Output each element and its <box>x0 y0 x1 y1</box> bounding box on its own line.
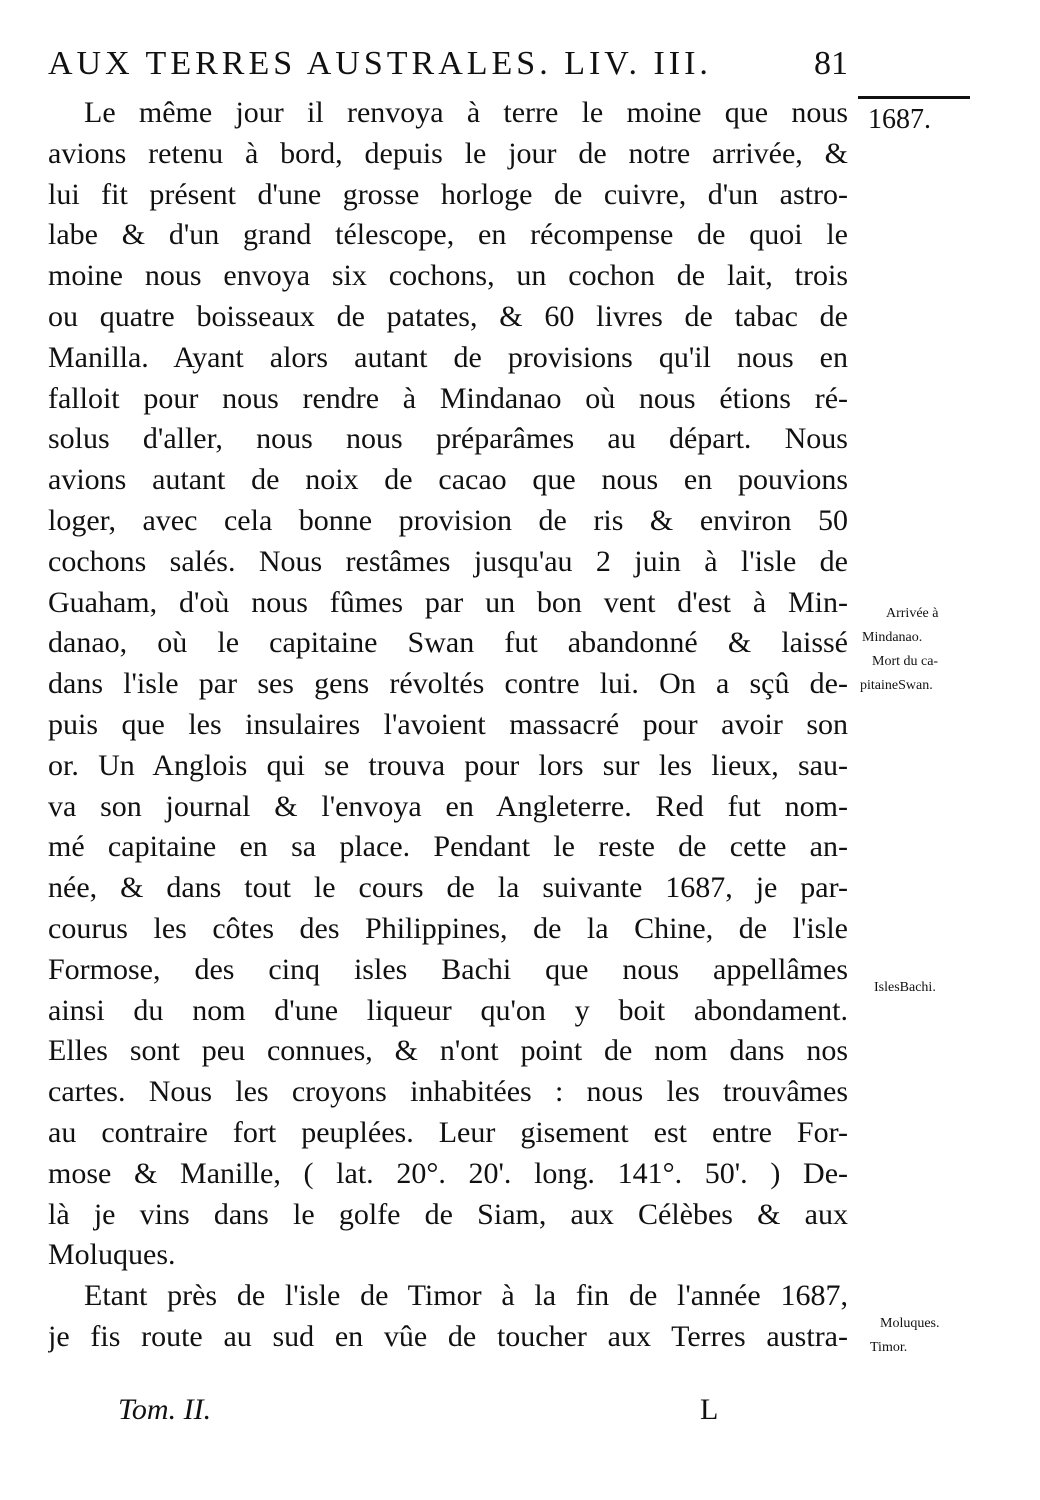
text-line: avions retenu à bord, depuis le jour de notre arrivée, & <box>48 136 848 170</box>
text-line: Etant près de l'isle de Timor à la fin de l'année 1687, <box>84 1279 848 1313</box>
text-line: Le même jour il renvoya à terre le moine que nous <box>84 96 848 129</box>
footer-volume: Tom. II. <box>118 1393 212 1426</box>
text-line: avions autant de noix de cacao que nous en pouvions <box>48 463 848 497</box>
margin-note-isles-bachi: IslesBachi. <box>874 980 936 995</box>
text-line: solus d'aller, nous nous préparâmes au départ. Nous <box>48 422 848 456</box>
text-line: Moluques. <box>48 1238 176 1272</box>
running-head <box>48 40 848 88</box>
text-line: mose & Manille, ( lat. 20°. 20'. long. 141°. 50'. ) De- <box>48 1156 848 1190</box>
text-line: Elles sont peu connues, & n'ont point de nom dans nos <box>48 1034 848 1068</box>
text-line: courus les côtes des Philippines, de la Chine, de l'isle <box>48 911 848 945</box>
text-line: puis que les insulaires l'avoient massacré pour avoir son <box>48 707 848 741</box>
text-line: lui fit présent d'une grosse horloge de cuivre, d'un astro- <box>48 177 848 211</box>
text-line: cartes. Nous les croyons inhabitées : nous les trouvâmes <box>48 1075 848 1109</box>
margin-note-mindanao: Mindanao. <box>862 630 923 645</box>
margin-note-moluques: Moluques. <box>880 1316 940 1331</box>
margin-note-timor: Timor. <box>870 1340 908 1355</box>
footer-signature: L <box>700 1393 719 1426</box>
margin-year: 1687. <box>868 104 931 135</box>
text-line: falloit pour nous rendre à Mindanao où nous étions ré- <box>48 381 848 415</box>
text-line: je fis route au sud en vûe de toucher aux Terres austra- <box>48 1319 848 1353</box>
text-line: mé capitaine en sa place. Pendant le reste de cette an- <box>48 830 848 864</box>
text-line: va son journal & l'envoya en Angleterre. Red fut nom- <box>48 789 848 823</box>
text-line: Manilla. Ayant alors autant de provisions qu'il nous en <box>48 340 848 374</box>
page-number: 81 <box>814 45 848 82</box>
text-line: Formose, des cinq isles Bachi que nous appellâmes <box>48 952 848 986</box>
text-line: cochons salés. Nous restâmes jusqu'au 2 juin à l'isle de <box>48 544 848 578</box>
text-line: dans l'isle par ses gens révoltés contre lui. On a sçû de- <box>48 667 848 701</box>
text-line: moine nous envoya six cochons, un cochon de lait, trois <box>48 259 848 293</box>
text-line: au contraire fort peuplées. Leur gisement est entre For- <box>48 1115 848 1149</box>
margin-note-capitaine-swan: pitaineSwan. <box>860 678 933 693</box>
text-line: Guaham, d'où nous fûmes par un bon vent d'est à Min- <box>48 585 848 619</box>
text-line: loger, avec cela bonne provision de ris & environ 50 <box>48 503 848 537</box>
text-line: née, & dans tout le cours de la suivante 1687, je par- <box>48 871 848 905</box>
text-line: ou quatre boisseaux de patates, & 60 livres de tabac de <box>48 299 848 333</box>
margin-rule <box>858 96 970 99</box>
text-line: labe & d'un grand télescope, en récompense de quoi le <box>48 218 848 252</box>
text-line: or. Un Anglois qui se trouva pour lors sur les lieux, sau- <box>48 748 848 782</box>
running-head-title: AUX TERRES AUSTRALES. LIV. III. <box>48 45 712 82</box>
text-line: ainsi du nom d'une liqueur qu'on y boit abondament. <box>48 993 848 1027</box>
margin-note-mort-du-capitaine: Mort du ca- <box>872 654 939 669</box>
text-line: là je vins dans le golfe de Siam, aux Célèbes & aux <box>48 1197 848 1231</box>
body-text <box>48 93 848 1358</box>
text-line: danao, où le capitaine Swan fut abandonné & laissé <box>48 626 848 660</box>
margin-note-arrivee: Arrivée à <box>886 606 939 621</box>
